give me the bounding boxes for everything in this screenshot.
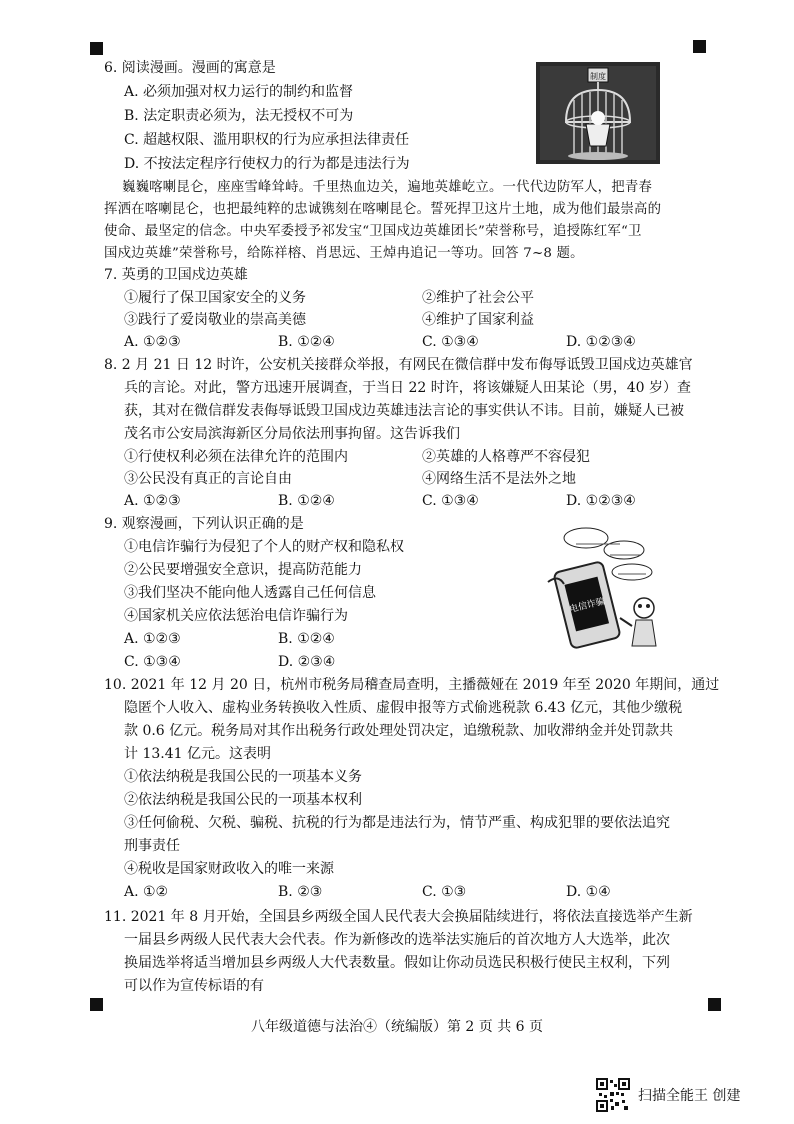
registration-mark-bottom-right	[708, 998, 721, 1011]
q7-item-1: ①履行了保卫国家安全的义务	[124, 290, 306, 306]
q9-item-1: ①电信诈骗行为侵犯了个人的财产权和隐私权	[124, 539, 404, 555]
q8-choice-c: C. ①③④	[422, 493, 479, 509]
q9-choice-d: D. ②③④	[278, 654, 336, 670]
registration-mark-top-left	[90, 42, 103, 55]
q11-line-2: 一届县乡两级人民代表大会代表。作为新修改的选举法实施后的首次地方人大选举，此次	[124, 932, 670, 948]
q8-line-3: 获，其对在微信群发表侮辱诋毁卫国戍边英雄违法言论的事实供认不讳。目前，嫌疑人已被	[124, 403, 684, 419]
q7-choice-d: D. ①②③④	[566, 334, 636, 350]
q9-choice-c: C. ①③④	[124, 654, 181, 670]
q9-stem: 9. 观察漫画，下列认识正确的是	[104, 516, 304, 532]
q6-option-d: D. 不按法定程序行使权力的行为都是违法行为	[124, 156, 410, 172]
q8-item-3: ③公民没有真正的言论自由	[124, 471, 292, 487]
q7-choice-b: B. ①②④	[278, 334, 335, 350]
scanner-stamp	[596, 1078, 740, 1112]
q9-choice-b: B. ①②④	[278, 631, 335, 647]
q7-choice-c: C. ①③④	[422, 334, 479, 350]
q9-item-3: ③我们坚决不能向他人透露自己任何信息	[124, 585, 376, 601]
q9-item-4: ④国家机关应依法惩治电信诈骗行为	[124, 608, 348, 624]
cartoon-label: 制度	[590, 72, 606, 81]
q8-line-1: 8. 2 月 21 日 12 时许，公安机关接群众举报，有网民在微信群中发布侮辱诋毁卫国戍边英雄官	[104, 357, 693, 373]
qr-code-icon	[596, 1078, 630, 1112]
q6-stem: 6. 阅读漫画。漫画的寓意是	[104, 60, 276, 76]
q8-choice-b: B. ①②④	[278, 493, 335, 509]
registration-mark-bottom-left	[90, 998, 103, 1011]
q6-option-b: B. 法定职责必须为，法无授权不可为	[124, 108, 354, 124]
q8-item-2: ②英雄的人格尊严不容侵犯	[422, 449, 590, 465]
q8-item-4: ④网络生活不是法外之地	[422, 471, 576, 487]
q10-item-3-continued: 刑事责任	[124, 838, 180, 854]
cartoon-phone-text: 电信诈骗	[568, 596, 606, 616]
q11-line-3: 换届选举将适当增加县乡两级人大代表数量。假如让你动员选民积极行使民主权利，下列	[124, 955, 670, 971]
page-footer: 八年级道德与法治④（统编版）第 2 页 共 6 页	[250, 1019, 544, 1035]
q6-option-a: A. 必须加强对权力运行的制约和监督	[124, 84, 354, 100]
q7-choice-a: A. ①②③	[124, 334, 181, 350]
q10-choice-a: A. ①②	[124, 884, 169, 900]
intro-line-4: 国戍边英雄”荣誉称号，给陈祥榕、肖思远、王焯冉追记一等功。回答 7~8 题。	[104, 246, 584, 261]
q10-item-3: ③任何偷税、欠税、骗税、抗税的行为都是违法行为，情节严重、构成犯罪的要依法追究	[124, 815, 670, 831]
q7-stem: 7. 英勇的卫国戍边英雄	[104, 267, 248, 283]
q7-item-4: ④维护了国家利益	[422, 312, 534, 328]
q10-line-1: 10. 2021 年 12 月 20 日，杭州市税务局稽查局查明，主播薇娅在 2019 年至 2020 年期间，通过	[104, 677, 720, 693]
cage-cartoon-image	[536, 62, 660, 164]
phone-fraud-cartoon-image	[540, 522, 672, 650]
q10-item-4: ④税收是国家财政收入的唯一来源	[124, 861, 334, 877]
q10-choice-d: D. ①④	[566, 884, 611, 900]
q9-item-2: ②公民要增强安全意识，提高防范能力	[124, 562, 362, 578]
scanner-stamp-text: 扫描全能王 创建	[638, 1088, 741, 1104]
q7-item-3: ③践行了爱岗敬业的崇高美德	[124, 312, 306, 328]
q6-option-c: C. 超越权限、滥用职权的行为应承担法律责任	[124, 132, 410, 148]
q11-line-1: 11. 2021 年 8 月开始，全国县乡两级全国人民代表大会换届陆续进行，将依法直接选举产生新	[104, 909, 693, 925]
q10-line-2: 隐匿个人收入、虚构业务转换收入性质、虚假申报等方式偷逃税款 6.43 亿元，其他少缴税	[124, 700, 683, 716]
q10-choice-b: B. ②③	[278, 884, 323, 900]
registration-mark-top-right	[693, 40, 706, 53]
intro-line-2: 挥洒在喀喇昆仑，也把最纯粹的忠诚镌刻在喀喇昆仑。誓死捍卫这片土地，成为他们最崇高的	[104, 202, 662, 217]
q8-line-2: 兵的言论。对此，警方迅速开展调查，于当日 22 时许，将该嫌疑人田某论（男，40 岁）查	[124, 380, 691, 396]
q9-choice-a: A. ①②③	[124, 631, 181, 647]
q8-choice-d: D. ①②③④	[566, 493, 636, 509]
q8-line-4: 茂名市公安局滨海新区分局依法刑事拘留。这告诉我们	[124, 426, 460, 442]
q7-item-2: ②维护了社会公平	[422, 290, 534, 306]
q10-line-3: 款 0.6 亿元。税务局对其作出税务行政处理处罚决定，追缴税款、加收滞纳金并处罚款共	[124, 723, 674, 739]
q10-choice-c: C. ①③	[422, 884, 467, 900]
q10-item-2: ②依法纳税是我国公民的一项基本权利	[124, 792, 362, 808]
q10-line-4: 计 13.41 亿元。这表明	[124, 746, 271, 762]
q10-item-1: ①依法纳税是我国公民的一项基本义务	[124, 769, 362, 785]
q8-choice-a: A. ①②③	[124, 493, 181, 509]
intro-line-3: 使命、最坚定的信念。中央军委授予祁发宝“卫国戍边英雄团长”荣誉称号，追授陈红军“卫	[104, 224, 642, 239]
intro-line-1: 巍巍喀喇昆仑，座座雪峰耸峙。千里热血边关，遍地英雄屹立。一代代边防军人，把青春	[122, 180, 653, 195]
q11-line-4: 可以作为宣传标语的有	[124, 978, 264, 994]
q8-item-1: ①行使权利必须在法律允许的范围内	[124, 449, 348, 465]
